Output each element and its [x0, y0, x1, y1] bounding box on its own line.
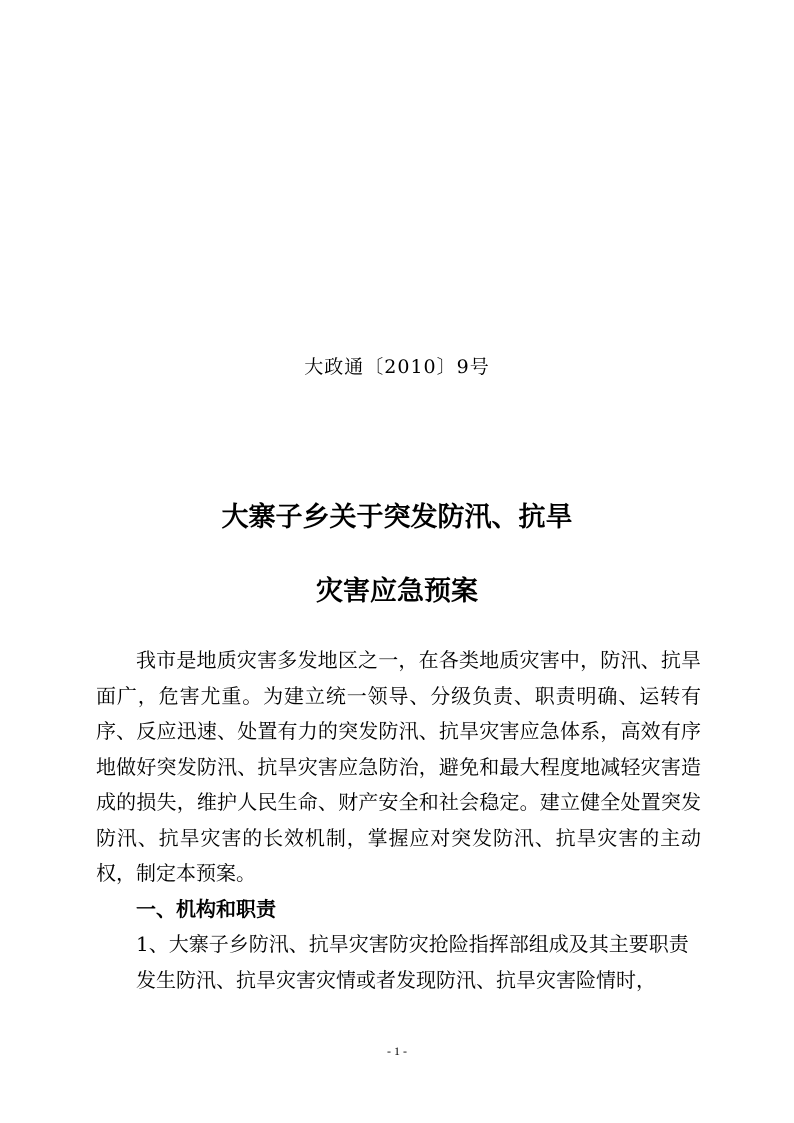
- section-heading: 一、机构和职责: [136, 896, 276, 921]
- document-title-line-2: 灾害应急预案: [316, 576, 478, 607]
- body-paragraph: 发生防汛、抗旱灾害灾情或者发现防汛、抗旱灾害险情时，: [136, 967, 656, 992]
- document-number: 大政通〔2010〕9号: [304, 356, 490, 378]
- document-body: [96, 643, 701, 998]
- intro-paragraph: 我市是地质灾害多发地区之一，在各类地质灾害中，防汛、抗旱面广，危害尤重。为建立统一领导、分级负责、职责明确、运转有序、反应迅速、处置有力的突发防汛、抗旱灾害应急体系，高效有序地做好突发防汛、抗旱灾害应急防治，避免和最大程度地减轻灾害造成的损失，维护人民生命、财产安全和社会稳定。建立健全处置突发防汛、抗旱灾害的长效机制，掌握应对突发防汛、抗旱灾害的主动权，制定本预案。: [96, 648, 701, 885]
- subsection-paragraph: 1、大寨子乡防汛、抗旱灾害防灾抢险指挥部组成及其主要职责: [136, 932, 689, 956]
- page-number: - 1 -: [387, 1044, 407, 1058]
- document-title-line-1: 大寨子乡关于突发防汛、抗旱: [221, 502, 573, 533]
